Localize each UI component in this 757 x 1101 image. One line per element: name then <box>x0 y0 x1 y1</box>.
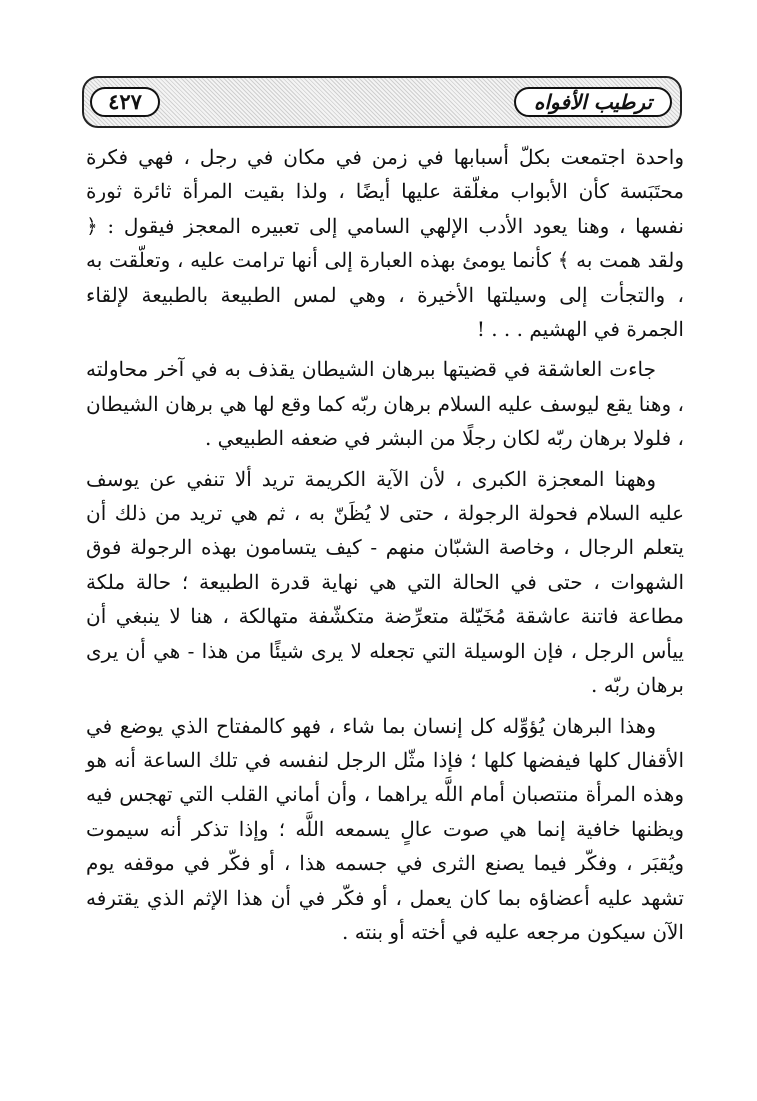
paragraph: وهذا البرهان يُؤوِّله كل إنسان بما شاء ، فهو كالمفتاح الذي يوضع في الأقفال كلها فيفضها كلها ؛ فإذا مثّل الرجل لنفسه في تلك الساعة أنه هو وهذه المرأة منتصبان أمام اللَّه يراهما ، وأن أماني القلب التي تهجس فيه ويظنها خافية إنما هي صوت عالٍ يسمعه اللَّه ؛ وإذا تذكر أنه سيموت ويُقبَر ، وفكّر فيما يصنع الثرى في جسمه هذا ، أو فكّر في موقفه يوم تشهد عليه أعضاؤه بما كان يعمل ، أو فكّر في أن هذا الإثم الذي يقترفه الآن سيكون مرجعه عليه في أخته أو بنته . <box>86 713 684 944</box>
paragraph: جاءت العاشقة في قضيتها ببرهان الشيطان يقذف به في آخر محاولته ، وهنا يقع ليوسف عليه السلام برهان ربّه كما وقع لها هي برهان الشيطان ، فلولا برهان ربّه لكان رجلًا من البشر في ضعفه الطبيعي . <box>86 357 684 451</box>
page-header <box>82 76 682 128</box>
paragraph: واحدة اجتمعت بكلّ أسبابها في زمن في مكان في رجل ، فهي فكرة محتَبَسة كأن الأبواب مغلّقة عليها أيضًا ، ولذا بقيت المرأة ثائرة ثورة نفسها ، وهنا يعود الأدب الإلهي السامي إلى تعبيره المعجز فيقول : ﴿ ولقد همت به ﴾ كأنما يومئ بهذه العبارة إلى أنها ترامت عليه ، وتعلّقت به ، والتجأت إلى وسيلتها الأخيرة ، وهي لمس الطبيعة بالطبيعة لإلقاء الجمرة في الهشيم . . . ! <box>86 145 684 342</box>
paragraph: وههنا المعجزة الكبرى ، لأن الآية الكريمة تريد ألا تنفي عن يوسف عليه السلام فحولة الرجولة ، حتى لا يُظَنّ به ، ثم هي تريد من ذلك أن يتعلم الرجال ، وخاصة الشبّان منهم - كيف يتسامون بهذه الرجولة فوق الشهوات ، حتى في الحالة التي هي نهاية قدرة الطبيعة ؛ حالة ملكة مطاعة فاتنة عاشقة مُخَيّلة متعرِّضة متكشّفة متهالكة ، هنا لا ينبغي أن ييأس الرجل ، فإن الوسيلة التي تجعله لا يرى شيئًا من هذا - هي أن يرى برهان ربّه . <box>86 466 684 698</box>
running-title: ترطيب الأفواه <box>514 87 672 117</box>
body-text <box>86 140 684 949</box>
page-number: ٤٢٧ <box>90 87 160 117</box>
